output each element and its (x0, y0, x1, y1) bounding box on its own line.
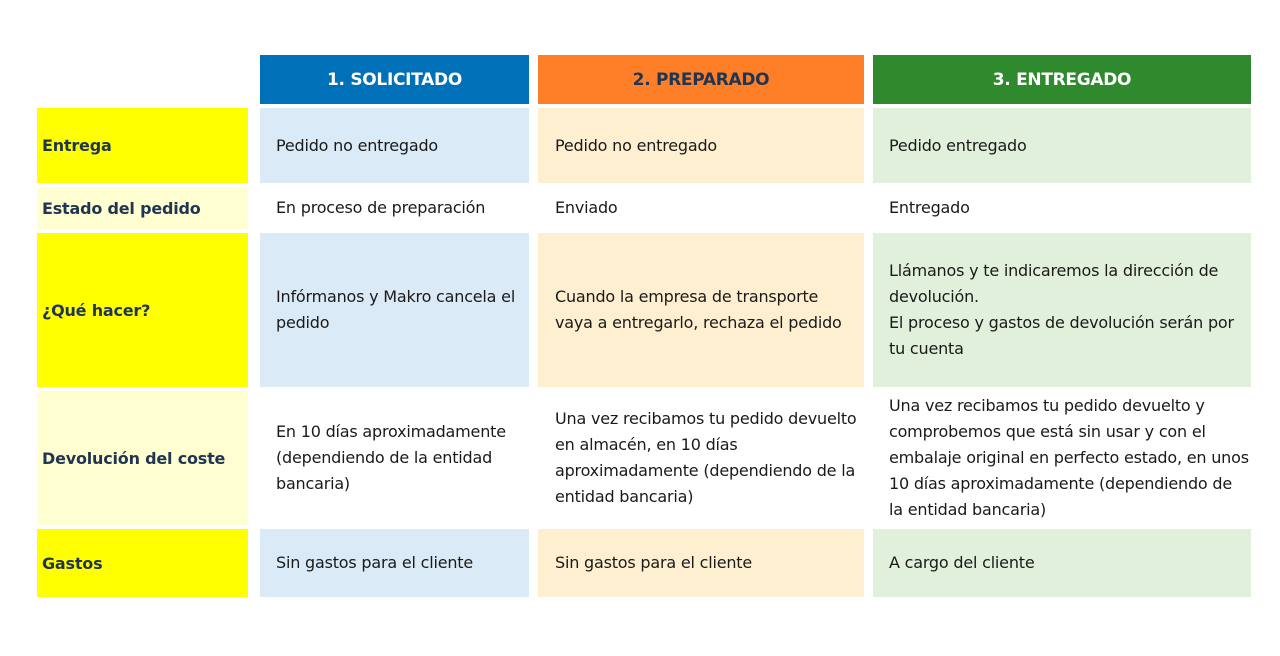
row-label-devolucion-del-coste: Devolución del coste (37, 391, 248, 525)
cell-que-hacer-entregado: Llámanos y te indicaremos la dirección de devolución. El proceso y gastos de devolución serán por tu cuenta (873, 233, 1251, 387)
cell-gastos-entregado: A cargo del cliente (873, 529, 1251, 597)
row-label-estado-del-pedido: Estado del pedido (37, 187, 248, 229)
cell-devolucion-entregado: Una vez recibamos tu pedido devuelto y comprobemos que está sin usar y con el embalaje original en perfecto estado, en unos 10 días aproximadamente (dependiendo de la entidad bancaria) (889, 396, 1249, 519)
header-preparado: 2. PREPARADO (538, 55, 864, 104)
cell-gastos-preparado: Sin gastos para el cliente (538, 529, 864, 597)
row-label-gastos: Gastos (37, 529, 248, 597)
cell-estado-preparado: Enviado (555, 198, 618, 217)
cell-entrega-solicitado: Pedido no entregado (260, 108, 529, 183)
cell-estado-solicitado: En proceso de preparación (276, 198, 486, 217)
header-entregado: 3. ENTREGADO (873, 55, 1251, 104)
cell-devolucion-solicitado: En 10 días aproximadamente (dependiendo de la entidad bancaria) (276, 422, 506, 493)
cell-entrega-preparado: Pedido no entregado (538, 108, 864, 183)
cell-que-hacer-preparado: Cuando la empresa de transporte vaya a entregarlo, rechaza el pedido (538, 233, 864, 387)
cell-estado-entregado: Entregado (889, 198, 970, 217)
cell-gastos-solicitado: Sin gastos para el cliente (260, 529, 529, 597)
cell-que-hacer-solicitado: Infórmanos y Makro cancela el pedido (260, 233, 529, 387)
row-label-que-hacer: ¿Qué hacer? (37, 233, 248, 387)
header-solicitado: 1. SOLICITADO (260, 55, 529, 104)
cell-entrega-entregado: Pedido entregado (873, 108, 1251, 183)
cell-devolucion-preparado: Una vez recibamos tu pedido devuelto en almacén, en 10 días aproximadamente (dependiendo de la entidad bancaria) (555, 409, 857, 506)
row-label-entrega: Entrega (37, 108, 248, 183)
